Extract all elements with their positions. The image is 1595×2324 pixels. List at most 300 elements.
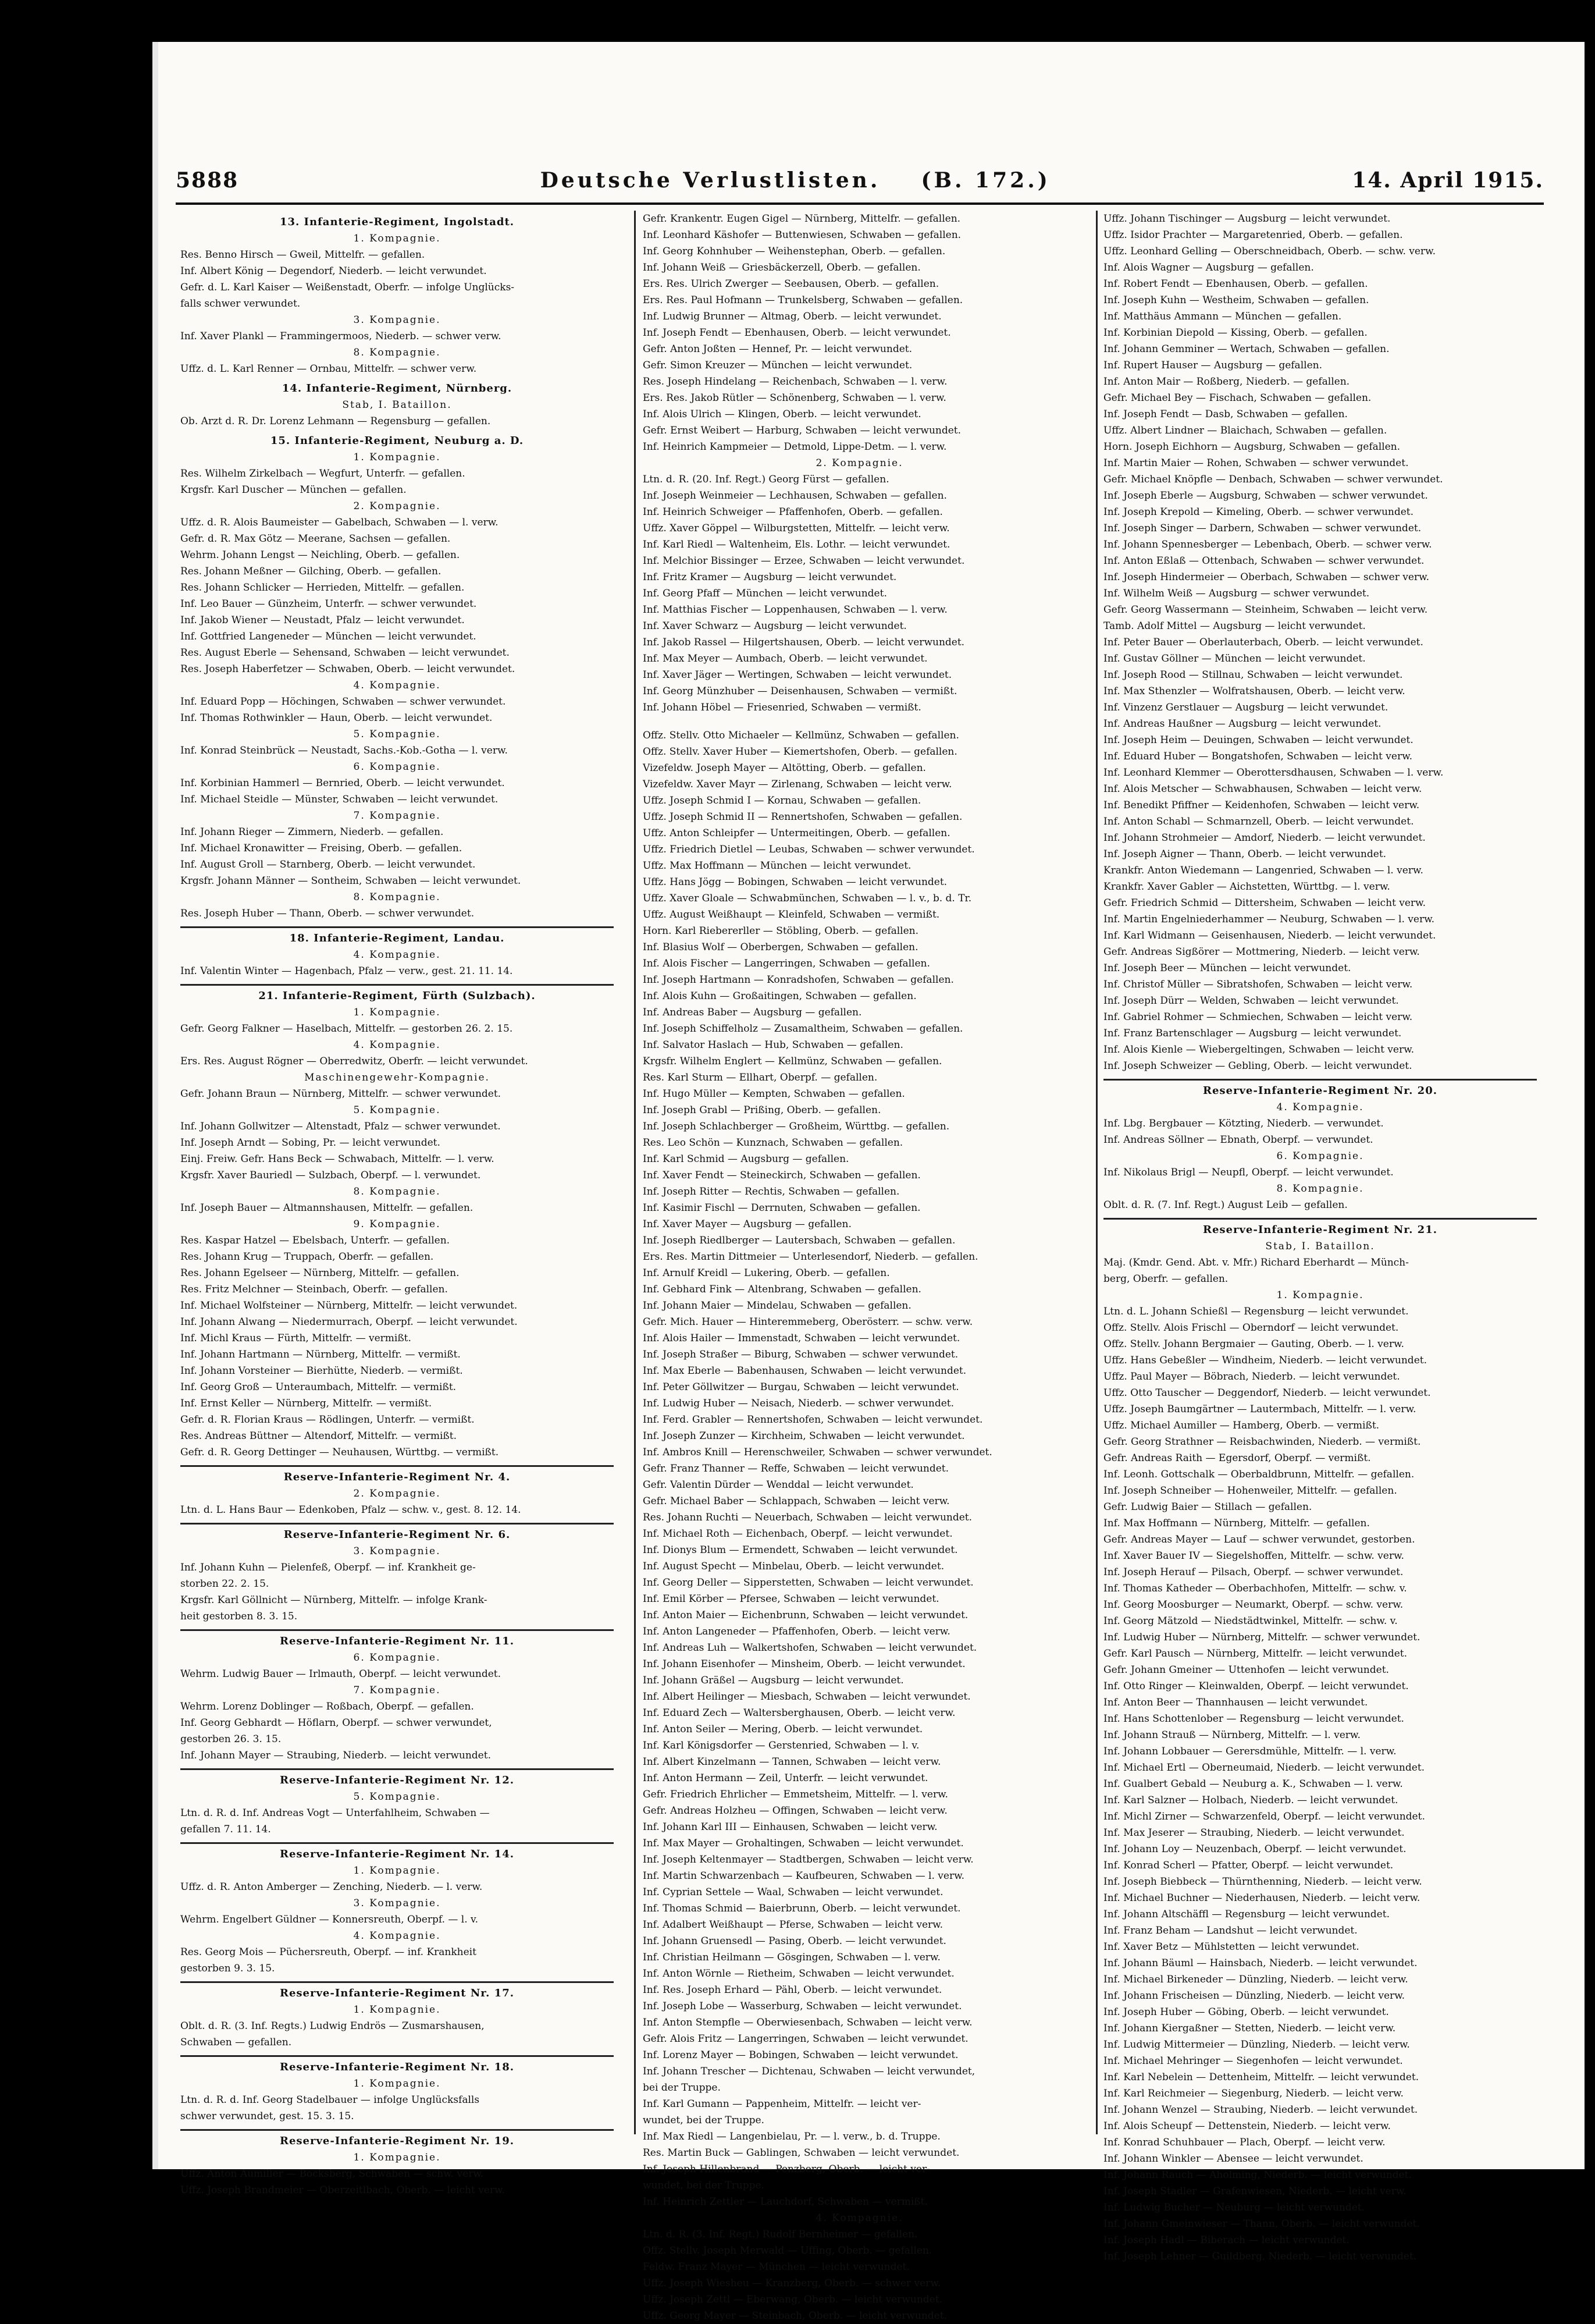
casualty-entry: Inf. Cyprian Settele — Waal, Schwaben — leicht verwundet.	[643, 1886, 944, 1898]
casualty-entry: Inf. Eduard Huber — Bongatshofen, Schwaben — leicht verw.	[1103, 751, 1413, 762]
casualty-entry: Inf. Johann Bäuml — Hainsbach, Niederb. — leicht verwundet.	[1103, 1957, 1418, 1969]
casualty-entry: Wehrm. Engelbert Güldner — Konnersreuth, Oberpf. — l. v.	[180, 1914, 479, 1925]
casualty-entry: Gefr. d. R. Georg Dettinger — Neuhausen, Württbg. — vermißt.	[180, 1447, 499, 1458]
casualty-entry: Gefr. Georg Falkner — Haselbach, Mittelfr. — gestorben 26. 2. 15.	[180, 1023, 513, 1035]
casualty-entry: Res. Joseph Haberfetzer — Schwaben, Oberb. — leicht verwundet.	[180, 663, 515, 675]
casualty-entry: Inf. Johann Kuhn — Pielenfeß, Oberpf. — inf. Krankheit ge-	[180, 1562, 476, 1573]
casualty-entry: Offz. Stellv. Johann Bergmaier — Gauting, Oberb. — l. verw.	[1103, 1338, 1404, 1350]
company-heading: 1. Kompagnie.	[1276, 1289, 1364, 1301]
casualty-entry: Inf. Andreas Baber — Augsburg — gefallen.	[643, 1007, 862, 1018]
casualty-entry: Ltn. d. R. (3. Inf. Regt.) Rudolf Bernheimer — gefallen.	[643, 2229, 918, 2240]
company-heading: Stab, I. Bataillon.	[1265, 1241, 1375, 1252]
casualty-entry: Inf. Gualbert Gebald — Neuburg a. K., Schwaben — l. verw.	[1103, 1778, 1403, 1790]
casualty-entry: Inf. Johann Karl III — Einhausen, Schwaben — leicht verw.	[643, 1821, 938, 1833]
casualty-entry: Res. Karl Sturm — Ellhart, Oberpf. — gefallen.	[643, 1072, 878, 1083]
casualty-entry: Inf. Johann Vorsteiner — Bierhütte, Niederb. — vermißt.	[180, 1365, 463, 1377]
casualty-entry: Inf. Jakob Wiener — Neustadt, Pfalz — leicht verwundet.	[180, 614, 465, 626]
casualty-entry: Inf. Johann Gräßel — Augsburg — leicht verwundet.	[643, 1675, 904, 1686]
casualty-entry: Inf. Gabriel Rohmer — Schmiechen, Schwaben — leicht verw.	[1103, 1011, 1413, 1023]
casualty-entry: Inf. Valentin Winter — Hagenbach, Pfalz — verw., gest. 21. 11. 14.	[180, 965, 513, 977]
casualty-entry: Inf. Gebhard Fink — Altenbrang, Schwaben — gefallen.	[643, 1284, 921, 1295]
casualty-entry: Inf. Johann Lobbauer — Gerersdmühle, Mittelfr. — l. verw.	[1103, 1746, 1397, 1757]
company-heading: 8. Kompagnie.	[1276, 1183, 1364, 1195]
casualty-entry: Inf. Andreas Söllner — Ebnath, Oberpf. — verwundet.	[1103, 1134, 1373, 1146]
casualty-entry: Inf. Joseph Hillenbrand — Penzberg, Oberb. — leicht ver-	[643, 2163, 930, 2175]
casualty-entry: Inf. Adalbert Weißhaupt — Pferse, Schwaben — leicht verw.	[643, 1919, 944, 1931]
casualty-entry: Inf. Johann Gemminer — Wertach, Schwaben — gefallen.	[1103, 343, 1390, 355]
casualty-entry: Inf. Joseph Fendt — Ebenhausen, Oberb. — leicht verwundet.	[643, 327, 951, 339]
casualty-entry: Inf. Joseph Eberle — Augsburg, Schwaben — schwer verwundet.	[1103, 490, 1428, 502]
casualty-entry: Gefr. Ernst Weibert — Harburg, Schwaben — leicht verwundet.	[643, 425, 962, 436]
casualty-entry: Inf. Xaver Schwarz — Augsburg — leicht verwundet.	[643, 620, 907, 632]
casualty-entry: Inf. Matthäus Ammann — München — gefallen.	[1103, 311, 1342, 322]
casualty-entry: Inf. Ludwig Mittermeier — Dünzling, Niederb. — leicht verw.	[1103, 2039, 1410, 2051]
page-header	[176, 164, 1544, 197]
casualty-entry: Inf. Ludwig Huber — Nürnberg, Mittelfr. — schwer verwundet.	[1103, 1632, 1420, 1643]
company-heading: 2. Kompagnie.	[353, 500, 441, 512]
casualty-entry: Inf. Joseph Straßer — Biburg, Schwaben — schwer verwundet.	[643, 1349, 959, 1360]
casualty-entry: Uffz. Johann Tischinger — Augsburg — leicht verwundet.	[1103, 213, 1391, 225]
casualty-entry: Inf. Karl Reichmeier — Siegenburg, Niederb. — leicht verw.	[1103, 2088, 1404, 2099]
casualty-entry: Inf. Franz Beham — Landshut — leicht verwundet.	[1103, 1925, 1358, 1936]
casualty-entry: Inf. Kasimir Fischl — Derrnuten, Schwaben — gefallen.	[643, 1202, 921, 1214]
casualty-entry: Inf. Ludwig Huber — Neisach, Niederb. — schwer verwundet.	[643, 1398, 955, 1409]
casualty-entry: Ltn. d. R. d. Inf. Georg Stadelbauer — infolge Unglücksfalls	[180, 2094, 480, 2106]
company-heading: 8. Kompagnie.	[353, 1186, 441, 1197]
casualty-entry: Inf. Johann Höbel — Friesenried, Schwaben — vermißt.	[643, 702, 921, 713]
casualty-entry: Gefr. Ludwig Baier — Stillach — gefallen.	[1103, 1501, 1312, 1513]
casualty-entry: Inf. Michael Steidle — Münster, Schwaben — leicht verwundet.	[180, 794, 499, 805]
company-heading: 1. Kompagnie.	[353, 1865, 441, 1877]
casualty-entry: Ob. Arzt d. R. Dr. Lorenz Lehmann — Regensburg — gefallen.	[180, 415, 491, 427]
company-heading: 6. Kompagnie.	[353, 1652, 441, 1664]
casualty-entry: Inf. Max Hoffmann — Nürnberg, Mittelfr. — gefallen.	[1103, 1518, 1370, 1529]
casualty-entry: Inf. Joseph Singer — Darbern, Schwaben — schwer verwundet.	[1103, 523, 1422, 534]
casualty-entry: Inf. Korbinian Diepold — Kissing, Oberb. — gefallen.	[1103, 327, 1368, 339]
casualty-entry: Inf. Joseph Aigner — Thann, Oberb. — leicht verwundet.	[1103, 848, 1387, 860]
casualty-entry: Inf. Alois Ulrich — Klingen, Oberb. — leicht verwundet.	[643, 408, 921, 420]
casualty-entry: schwer verwundet, gest. 15. 3. 15.	[180, 2110, 354, 2122]
casualty-entry: Inf. Karl Königsdorfer — Gerstenried, Schwaben — l. v.	[643, 1740, 920, 1751]
casualty-entry: Inf. Max Riedl — Langenbielau, Pr. — l. verw., b. d. Truppe.	[643, 2131, 941, 2142]
casualty-entry: Inf. Georg Pfaff — München — leicht verwundet.	[643, 588, 887, 599]
regiment-heading: 15. Infanterie-Regiment, Neuburg a. D.	[270, 435, 524, 447]
casualty-entry: Ers. Res. Paul Hofmann — Trunkelsberg, Schwaben — gefallen.	[643, 294, 963, 306]
casualty-entry: Inf. Peter Bauer — Oberlauterbach, Oberb. — leicht verwundet.	[1103, 637, 1423, 648]
company-heading: 6. Kompagnie.	[1276, 1150, 1364, 1162]
casualty-entry: Inf. Karl Widmann — Geisenhausen, Niederb. — leicht verwundet.	[1103, 930, 1436, 941]
casualty-entry: Ltn. d. R. (20. Inf. Regt.) Georg Fürst — gefallen.	[643, 474, 889, 485]
casualty-entry: Inf. Alois Metscher — Schwabhausen, Schwaben — leicht verw.	[1103, 783, 1422, 795]
casualty-entry: Uffz. Joseph Brandmeier — Oberzeitlbach, Oberb. — leicht verw.	[180, 2184, 505, 2196]
casualty-entry: Uffz. Anton Schleipfer — Untermeitingen, Oberb. — gefallen.	[643, 827, 950, 839]
casualty-entry: Gefr. Karl Pausch — Nürnberg, Mittelfr. — leicht verwundet.	[1103, 1648, 1408, 1660]
casualty-entry: Krgsfr. Johann Männer — Sontheim, Schwaben — leicht verwundet.	[180, 875, 521, 887]
casualty-entry: Uffz. Xaver Göppel — Wilburgstetten, Mittelfr. — leicht verw.	[643, 523, 950, 534]
casualty-entry: Inf. Joseph Kuhn — Westheim, Schwaben — gefallen.	[1103, 294, 1369, 306]
casualty-entry: Inf. Johann Rieger — Zimmern, Niederb. — gefallen.	[180, 826, 444, 838]
casualty-entry: Res. Johann Krug — Truppach, Oberfr. — gefallen.	[180, 1251, 434, 1263]
casualty-entry: berg, Oberfr. — gefallen.	[1103, 1273, 1229, 1285]
casualty-entry: Inf. Max Mayer — Grohaltingen, Schwaben — leicht verwundet.	[643, 1838, 964, 1849]
casualty-entry: Inf. Joseph Riedlberger — Lautersbach, Schwaben — gefallen.	[643, 1235, 956, 1246]
casualty-entry: Ers. Res. Ulrich Zwerger — Seebausen, Oberb. — gefallen.	[643, 278, 939, 290]
casualty-entry: storben 22. 2. 15.	[180, 1578, 269, 1590]
casualty-entry: Inf. Joseph Ritter — Rechtis, Schwaben — gefallen.	[643, 1186, 900, 1197]
casualty-entry: Wehrm. Lorenz Doblinger — Roßbach, Oberpf. — gefallen.	[180, 1701, 474, 1712]
casualty-entry: Inf. Korbinian Hammerl — Bernried, Oberb. — leicht verwundet.	[180, 777, 505, 789]
company-heading: 5. Kompagnie.	[353, 1791, 441, 1803]
casualty-entry: Inf. Joseph Schlachberger — Großheim, Württbg. — gefallen.	[643, 1121, 950, 1132]
casualty-entry: Inf. Michael Buchner — Niederhausen, Niederb. — leicht verw.	[1103, 1892, 1420, 1904]
casualty-entry: Inf. Lbg. Bergbauer — Kötzting, Niederb. — verwundet.	[1103, 1118, 1384, 1129]
casualty-entry: Inf. Alois Kuhn — Großaitingen, Schwaben — gefallen.	[643, 990, 917, 1002]
casualty-entry: wundet, bei der Truppe.	[643, 2115, 764, 2126]
casualty-entry: Inf. Joseph Stadler — Grafenwiesen, Niederb. — leicht verw.	[1103, 2186, 1407, 2197]
casualty-entry: Inf. Peter Göllwitzer — Burgau, Schwaben — leicht verwundet.	[643, 1381, 959, 1393]
casualty-entry: Gefr. Friedrich Ehrlicher — Emmetsheim, Mittelfr. — l. verw.	[643, 1789, 948, 1800]
casualty-entry: Inf. Xaver Mayer — Augsburg — gefallen.	[643, 1218, 852, 1230]
casualty-entry: Schwaben — gefallen.	[180, 2037, 292, 2048]
casualty-entry: Gefr. Andreas Mayer — Lauf — schwer verwundet, gestorben.	[1103, 1534, 1415, 1545]
casualty-entry: Inf. Georg Groß — Unteraumbach, Mittelfr. — vermißt.	[180, 1381, 457, 1393]
casualty-entry: Inf. Joseph Herauf — Pilsach, Oberpf. — schwer verwundet.	[1103, 1566, 1404, 1578]
casualty-entry: Horn. Karl Riebererller — Stöbling, Oberb. — gefallen.	[643, 925, 919, 937]
regiment-heading: Reserve-Infanterie-Regiment Nr. 21.	[1103, 1218, 1537, 1238]
casualty-entry: Inf. Leo Bauer — Günzheim, Unterfr. — schwer verwundet.	[180, 598, 477, 610]
casualty-entry: Inf. Leonh. Gottschalk — Oberbaldbrunn, Mittelfr. — gefallen.	[1103, 1469, 1415, 1480]
company-heading: 2. Kompagnie.	[353, 1488, 441, 1499]
casualty-entry: Inf. Johann Winkler — Abensee — leicht verwundet.	[1103, 2153, 1363, 2165]
casualty-entry: Inf. Georg Kohnhuber — Weihenstephan, Oberb. — gefallen.	[643, 246, 946, 257]
casualty-entry: Inf. Anton Langeneder — Pfaffenhofen, Oberb. — leicht verw.	[643, 1626, 950, 1637]
company-heading: 1. Kompagnie.	[353, 2152, 441, 2163]
casualty-entry: wundet, bei der Truppe.	[643, 2180, 764, 2191]
casualty-entry: Uffz. Paul Mayer — Böbrach, Niederb. — leicht verwundet.	[1103, 1371, 1400, 1383]
casualty-entry: Inf. Johann Frischeisen — Dünzling, Niederb. — leicht verw.	[1103, 1990, 1405, 2002]
casualty-entry: Inf. Johann Strohmeier — Amdorf, Niederb. — leicht verwundet.	[1103, 832, 1426, 844]
casualty-entry: Inf. Joseph Heim — Deuingen, Schwaben — leicht verwundet.	[1103, 734, 1414, 746]
casualty-entry: Inf. Michael Ertl — Oberneumaid, Niederb. — leicht verwundet.	[1103, 1762, 1425, 1774]
casualty-entry: Inf. Albert Heilinger — Miesbach, Schwaben — leicht verwundet.	[643, 1691, 971, 1703]
casualty-entry: Inf. Andreas Luh — Walkertshofen, Schwaben — leicht verwundet.	[643, 1642, 977, 1654]
casualty-entry: Offz. Stellv. Alois Frischl — Oberndorf — leicht verwundet.	[1103, 1322, 1399, 1334]
casualty-entry: Inf. Heinrich Schweiger — Pfaffenhofen, Oberb. — gefallen.	[643, 506, 943, 518]
casualty-entry: Inf. Xaver Jäger — Wertingen, Schwaben — leicht verwundet.	[643, 669, 952, 681]
casualty-entry: Inf. Arnulf Kreidl — Lukering, Oberb. — gefallen.	[643, 1267, 890, 1279]
casualty-entry: Inf. Anton Hermann — Zeil, Unterfr. — leicht verwundet.	[643, 1772, 928, 1784]
casualty-entry: Res. Martin Buck — Gablingen, Schwaben — leicht verwundet.	[643, 2147, 960, 2159]
casualty-entry: Inf. Otto Ringer — Kleinwalden, Oberpf. — leicht verwundet.	[1103, 1680, 1409, 1692]
casualty-entry: Res. Joseph Huber — Thann, Oberb. — schwer verwundet.	[180, 908, 475, 919]
casualty-entry: Inf. Anton Wörnle — Rietheim, Schwaben — leicht verwundet.	[643, 1968, 955, 1980]
casualty-entry: Inf. Johann Altschäffl — Regensburg — leicht verwundet.	[1103, 1909, 1390, 1920]
casualty-entry: Inf. Michael Wolfsteiner — Nürnberg, Mittelfr. — leicht verwundet.	[180, 1300, 518, 1312]
casualty-entry: Inf. Eduard Zech — Waltersberghausen, Oberb. — leicht verw.	[643, 1707, 956, 1719]
regiment-heading: Reserve-Infanterie-Regiment Nr. 18.	[180, 2055, 614, 2076]
casualty-entry: Uffz. Hans Jögg — Bobingen, Schwaben — leicht verwundet.	[643, 876, 948, 888]
casualty-entry: Inf. Leonhard Käshofer — Buttenwiesen, Schwaben — gefallen.	[643, 229, 962, 241]
casualty-entry: Uffz. Xaver Gloale — Schwabmünchen, Schwaben — l. v., b. d. Tr.	[643, 893, 972, 904]
casualty-entry: Inf. Hans Schottenlober — Regensburg — leicht verwundet.	[1103, 1713, 1404, 1725]
casualty-entry: Inf. Johann Gmeinwieser — Thann, Oberb. — leicht verwundet.	[1103, 2218, 1420, 2230]
casualty-entry: Inf. Lorenz Mayer — Bobingen, Schwaben — leicht verwundet.	[643, 2049, 959, 2061]
casualty-entry: Oblt. d. R. (7. Inf. Regt.) August Leib — gefallen.	[1103, 1199, 1348, 1211]
casualty-entry: Gefr. Michael Bey — Fischach, Schwaben — gefallen.	[1103, 392, 1372, 404]
casualty-entry: Inf. Karl Salzner — Holbach, Niederb. — leicht verwundet.	[1103, 1794, 1398, 1806]
casualty-entry: Inf. Matthias Fischer — Loppenhausen, Schwaben — l. verw.	[643, 604, 948, 616]
header-rule	[176, 202, 1544, 205]
casualty-entry: Uffz. Friedrich Dietlel — Leubas, Schwaben — schwer verwundet.	[643, 844, 975, 855]
casualty-entry: Uffz. Joseph Wiesheu — Kranzberg, Oberb. — schwer verw.	[643, 2277, 941, 2289]
casualty-entry: Inf. Johann Rauch — Aholming, Niederb. — leicht verwundet.	[1103, 2169, 1412, 2181]
company-heading: 1. Kompagnie.	[353, 452, 441, 463]
casualty-entry: Inf. Johann Weiß — Griesbäckerzell, Oberb. — gefallen.	[643, 262, 921, 273]
casualty-entry: Krgsfr. Karl Duscher — München — gefallen.	[180, 484, 407, 496]
casualty-entry: Inf. Johann Kiergaßner — Stetten, Niederb. — leicht verw.	[1103, 2023, 1396, 2034]
regiment-heading: 14. Infanterie-Regiment, Nürnberg.	[282, 382, 512, 395]
casualty-entry: Inf. Joseph Biebbeck — Thürnthenning, Niederb. — leicht verw.	[1103, 1876, 1422, 1888]
casualty-entry: Inf. Joseph Beer — München — leicht verwundet.	[1103, 962, 1351, 974]
casualty-entry: Inf. Vinzenz Gerstlauer — Augsburg — leicht verwundet.	[1103, 702, 1388, 713]
casualty-entry: Inf. Alois Hailer — Immenstadt, Schwaben — leicht verwundet.	[643, 1332, 960, 1344]
company-heading: 8. Kompagnie.	[353, 347, 441, 358]
casualty-entry: Inf. Anton Maier — Eichenbrunn, Schwaben — leicht verwundet.	[643, 1609, 969, 1621]
casualty-entry: Inf. Karl Schmid — Augsburg — gefallen.	[643, 1153, 849, 1165]
casualty-entry: Inf. Johann Mayer — Straubing, Niederb. — leicht verwundet.	[180, 1750, 491, 1761]
casualty-entry: Inf. Joseph Bauer — Altmannshausen, Mittelfr. — gefallen.	[180, 1202, 473, 1214]
casualty-entry: Inf. Max Meyer — Aumbach, Oberb. — leicht verwundet.	[643, 653, 928, 664]
casualty-entry: Uffz. Hans Gebeßler — Windheim, Niederb. — leicht verwundet.	[1103, 1355, 1427, 1366]
casualty-entry: Inf. Leonhard Klemmer — Oberottersdhausen, Schwaben — l. verw.	[1103, 767, 1444, 779]
casualty-entry: Gefr. Andreas Holzheu — Offingen, Schwaben — leicht verw.	[643, 1805, 948, 1817]
casualty-entry: Uffz. d. R. Alois Baumeister — Gabelbach, Schwaben — l. verw.	[180, 517, 499, 528]
casualty-entry: Inf. Gustav Göllner — München — leicht verwundet.	[1103, 653, 1366, 664]
casualty-entry: Inf. Res. Joseph Erhard — Pähl, Oberb. — leicht verwundet.	[643, 1984, 942, 1996]
casualty-entry: Res. Joseph Hindelang — Reichenbach, Schwaben — l. verw.	[643, 376, 948, 388]
casualty-entry: Ltn. d. L. Johann Schießl — Regensburg — leicht verwundet.	[1103, 1306, 1409, 1317]
casualty-entry: Inf. Alois Scheupf — Dettenstein, Niederb. — leicht verw.	[1103, 2120, 1391, 2132]
casualty-entry: Inf. Blasius Wolf — Oberbergen, Schwaben — gefallen.	[643, 941, 918, 953]
issue-date: 14. April 1915.	[1352, 168, 1544, 193]
casualty-entry: Inf. August Specht — Minbelau, Oberb. — leicht verwundet.	[643, 1561, 945, 1572]
casualty-entry: Inf. Johann Wenzel — Straubing, Niederb. — leicht verwundet.	[1103, 2104, 1418, 2116]
casualty-entry: Inf. Martin Maier — Rohen, Schwaben — schwer verwundet.	[1103, 457, 1409, 469]
casualty-entry: Inf. Joseph Arndt — Sobing, Pr. — leicht verwundet.	[180, 1137, 440, 1149]
company-heading: 9. Kompagnie.	[353, 1218, 441, 1230]
casualty-entry: Inf. Konrad Schuhbauer — Plach, Oberpf. — leicht verw.	[1103, 2137, 1386, 2148]
casualty-entry: Res. Leo Schön — Kunznach, Schwaben — gefallen.	[643, 1137, 903, 1149]
casualty-entry: Inf. Emil Körber — Pfersee, Schwaben — leicht verwundet.	[643, 1593, 939, 1605]
casualty-entry: Inf. Joseph Lobe — Wasserburg, Schwaben — leicht verwundet.	[643, 2000, 962, 2012]
casualty-entry: Inf. Joseph Grabl — Prißing, Oberb. — gefallen.	[643, 1104, 881, 1116]
casualty-entry: Inf. Karl Gumann — Pappenheim, Mittelfr. — leicht ver-	[643, 2098, 921, 2110]
casualty-entry: Inf. Joseph Hartmann — Konradshofen, Schwaben — gefallen.	[643, 974, 954, 986]
company-heading: 1. Kompagnie.	[353, 2078, 441, 2090]
casualty-entry: Inf. Ludwig Brunner — Altmag, Oberb. — leicht verwundet.	[643, 311, 942, 322]
casualty-entry: Inf. Alois Fischer — Langerringen, Schwaben — gefallen.	[643, 958, 930, 969]
casualty-entry: Tamb. Adolf Mittel — Augsburg — leicht verwundet.	[1103, 620, 1366, 632]
casualty-entry: Res. Fritz Melchner — Steinbach, Oberfr. — gefallen.	[180, 1284, 448, 1295]
casualty-entry: Gefr. Johann Gmeiner — Uttenhofen — leicht verwundet.	[1103, 1664, 1389, 1676]
company-heading: 4. Kompagnie.	[353, 1930, 441, 1942]
casualty-entry: Inf. Xaver Bauer IV — Siegelshoffen, Mittelfr. — schw. verw.	[1103, 1550, 1404, 1562]
casualty-entry: Uffz. Georg Mayer — Steinbach, Oberb. — leicht verwundet.	[643, 2310, 947, 2322]
casualty-entry: Krgsfr. Xaver Bauriedl — Sulzbach, Oberpf. — l. verwundet.	[180, 1170, 481, 1181]
casualty-entry: Inf. Anton Eßlaß — Ottenbach, Schwaben — schwer verwundet.	[1103, 555, 1425, 567]
company-heading: 4. Kompagnie.	[816, 2212, 903, 2224]
casualty-entry: Inf. Johann Eisenhofer — Minsheim, Oberb. — leicht verwundet.	[643, 1658, 966, 1670]
casualty-entry: Inf. Andreas Haußner — Augsburg — leicht verwundet.	[1103, 718, 1382, 730]
casualty-entry: Ers. Res. August Rögner — Oberredwitz, Oberfr. — leicht verwundet.	[180, 1056, 528, 1067]
casualty-entry: Inf. Wilhelm Weiß — Augsburg — schwer verwundet.	[1103, 588, 1370, 599]
casualty-entry: Vizefeldw. Xaver Mayr — Zirlenang, Schwaben — leicht verw.	[643, 779, 952, 790]
casualty-entry: Gefr. Krankentr. Eugen Gigel — Nürnberg, Mittelfr. — gefallen.	[643, 213, 961, 225]
casualty-entry: Inf. Anton Schabl — Schmarnzell, Oberb. — leicht verwundet.	[1103, 816, 1414, 827]
casualty-entry: Inf. Johann Strauß — Nürnberg, Mittelfr. — l. verw.	[1103, 1729, 1361, 1741]
casualty-entry: Gefr. Georg Strathner — Reisbachwinden, Niederb. — vermißt.	[1103, 1436, 1421, 1448]
casualty-entry: Uffz. d. L. Karl Renner — Ornbau, Mittelfr. — schwer verw.	[180, 363, 477, 375]
casualty-entry: Inf. Michael Roth — Eichenbach, Oberpf. — leicht verwundet.	[643, 1528, 953, 1540]
casualty-entry: Oblt. d. R. (3. Inf. Regts.) Ludwig Endrös — Zusmarshausen,	[180, 2020, 485, 2032]
casualty-entry: gestorben 26. 3. 15.	[180, 1733, 282, 1745]
casualty-entry: Inf. Xaver Fendt — Steineckirch, Schwaben — gefallen.	[643, 1170, 921, 1181]
company-heading: 4. Kompagnie.	[353, 1039, 441, 1051]
casualty-entry: Inf. Joseph Schweizer — Gebling, Oberb. — leicht verwundet.	[1103, 1060, 1412, 1072]
casualty-entry: Gefr. Andreas Raith — Egersdorf, Oberpf. — vermißt.	[1103, 1452, 1371, 1464]
casualty-entry: Inf. Alois Kienle — Wiebergeltingen, Schwaben — leicht verw.	[1103, 1044, 1415, 1056]
casualty-entry: Gefr. Franz Thanner — Reffe, Schwaben — leicht verwundet.	[643, 1463, 949, 1474]
casualty-entry: Uffz. Isidor Prachter — Margaretenried, Oberb. — gefallen.	[1103, 229, 1403, 241]
casualty-entry: Inf. Karl Riedl — Waltenheim, Els. Lothr. — leicht verwundet.	[643, 539, 950, 550]
casualty-entry: Inf. Joseph Huber — Göbing, Oberb. — leicht verwundet.	[1103, 2006, 1389, 2018]
casualty-entry: gefallen 7. 11. 14.	[180, 1824, 271, 1835]
casualty-entry: Ltn. d. L. Hans Baur — Edenkoben, Pfalz — schw. v., gest. 8. 12. 14.	[180, 1504, 521, 1516]
casualty-entry: Res. August Eberle — Sehensand, Schwaben — leicht verwundet.	[180, 647, 510, 659]
newspaper-page	[152, 42, 1585, 2322]
casualty-entry: Gefr. d. R. Max Götz — Meerane, Sachsen — gefallen.	[180, 533, 451, 545]
column-divider	[634, 211, 636, 2134]
casualty-entry: Uffz. Max Hoffmann — München — leicht verwundet.	[643, 860, 912, 872]
company-heading: 7. Kompagnie.	[353, 810, 441, 822]
casualty-entry: Gefr. Mich. Hauer — Hinteremmeberg, Oberösterr. — schw. verw.	[643, 1316, 973, 1328]
casualty-entry: Krankfr. Xaver Gabler — Aichstetten, Württbg. — l. verw.	[1103, 881, 1390, 893]
casualty-entry: Inf. Thomas Katheder — Oberbachhofen, Mittelfr. — schw. v.	[1103, 1583, 1407, 1594]
casualty-entry: Inf. Xaver Plankl — Frammingermoos, Niederb. — schwer verw.	[180, 331, 501, 342]
title-text: Deutsche Verlustlisten.	[540, 168, 881, 193]
casualty-entry: Gefr. Johann Braun — Nürnberg, Mittelfr. — schwer verwundet.	[180, 1088, 501, 1100]
casualty-entry: Inf. Michl Zirner — Schwarzenfeld, Oberpf. — leicht verwundet.	[1103, 1811, 1425, 1822]
casualty-entry: Inf. Joseph Hadl — Biberach — leicht verwundet.	[1103, 2234, 1350, 2246]
casualty-entry: Inf. Ambros Knill — Herenschweiler, Schwaben — schwer verwundet.	[643, 1447, 992, 1458]
casualty-entry: Inf. Johann Hartmann — Nürnberg, Mittelfr. — vermißt.	[180, 1349, 461, 1360]
casualty-entry: Inf. Franz Bartenschlager — Augsburg — leicht verwundet.	[1103, 1028, 1402, 1039]
casualty-entry: Inf. Christian Heilmann — Gösgingen, Schwaben — l. verw.	[643, 1952, 941, 1963]
casualty-entry: Inf. Benedikt Pfiffner — Keidenhofen, Schwaben — leicht verw.	[1103, 799, 1420, 811]
page-number: 5888	[176, 168, 239, 193]
casualty-entry: Gefr. Georg Wassermann — Steinheim, Schwaben — leicht verw.	[1103, 604, 1428, 616]
casualty-entry: Gefr. Michael Knöpfle — Denbach, Schwaben — schwer verwundet.	[1103, 474, 1443, 485]
company-heading: 3. Kompagnie.	[353, 314, 441, 326]
casualty-entry: Res. Andreas Büttner — Altendorf, Mittelfr. — vermißt.	[180, 1430, 457, 1442]
casualty-entry: Inf. Rupert Hauser — Augsburg — gefallen.	[1103, 360, 1322, 371]
casualty-entry: Inf. Fritz Kramer — Augsburg — leicht verwundet.	[643, 571, 897, 583]
company-heading: 6. Kompagnie.	[353, 761, 441, 773]
casualty-entry: Uffz. Joseph Schmid I — Kornau, Schwaben — gefallen.	[643, 795, 921, 806]
casualty-entry: Inf. Anton Beer — Thannhausen — leicht verwundet.	[1103, 1697, 1368, 1708]
casualty-entry: Inf. Xaver Betz — Mühlstetten — leicht verwundet.	[1103, 1941, 1359, 1953]
company-heading: 5. Kompagnie.	[353, 729, 441, 740]
casualty-entry: Gefr. d. R. Florian Kraus — Rödlingen, Unterfr. — vermißt.	[180, 1414, 475, 1426]
casualty-entry: Inf. Salvator Haslach — Hub, Schwaben — gefallen.	[643, 1039, 903, 1051]
casualty-entry: Res. Benno Hirsch — Gweil, Mittelfr. — gefallen.	[180, 249, 425, 261]
casualty-entry: Inf. Joseph Rood — Stillnau, Schwaben — leicht verwundet.	[1103, 669, 1403, 681]
casualty-entry: gestorben 9. 3. 15.	[180, 1963, 275, 1974]
company-heading: 8. Kompagnie.	[353, 891, 441, 903]
regiment-heading: Reserve-Infanterie-Regiment Nr. 11.	[180, 1629, 614, 1650]
casualty-entry: Uffz. Anton Aumiller — Bocksberg, Schwaben — schw. verw.	[180, 2168, 484, 2180]
casualty-entry: Inf. Joseph Weinmeier — Lechhausen, Schwaben — gefallen.	[643, 490, 947, 502]
casualty-entry: Inf. Max Jeserer — Straubing, Niederb. — leicht verwundet.	[1103, 1827, 1405, 1839]
casualty-entry: Inf. Albert König — Degendorf, Niederb. — leicht verwundet.	[180, 265, 487, 277]
casualty-entry: Inf. Eduard Popp — Höchingen, Schwaben — schwer verwundet.	[180, 696, 506, 708]
casualty-entry: Inf. Jakob Rassel — Hilgertshausen, Oberb. — leicht verwundet.	[643, 637, 965, 648]
casualty-entry: Gefr. Anton Joßten — Hennef, Pr. — leicht verwundet.	[643, 343, 913, 355]
casualty-entry: Uffz. Albert Lindner — Blaichach, Schwaben — gefallen.	[1103, 425, 1387, 436]
casualty-entry: Einj. Freiw. Gefr. Hans Beck — Schwabach, Mittelfr. — l. verw.	[180, 1153, 494, 1165]
casualty-entry: Ers. Res. Martin Dittmeier — Unterlesendorf, Niederb. — gefallen.	[643, 1251, 978, 1263]
casualty-entry: Vizefeldw. Joseph Mayer — Altötting, Oberb. — gefallen.	[643, 762, 926, 774]
casualty-entry: Inf. Georg Gebhardt — Höflarn, Oberpf. — schwer verwundet,	[180, 1717, 492, 1729]
casualty-entry: Inf. Gottfried Langeneder — München — leicht verwundet.	[180, 631, 476, 642]
casualty-entry: Inf. Joseph Schiffelholz — Zusamaltheim, Schwaben — gefallen.	[643, 1023, 963, 1035]
regiment-heading: Reserve-Infanterie-Regiment Nr. 17.	[180, 1981, 614, 2002]
casualty-entry: Inf. Konrad Steinbrück — Neustadt, Sachs.-Kob.-Gotha — l. verw.	[180, 745, 508, 756]
company-heading: 7. Kompagnie.	[353, 1685, 441, 1696]
regiment-heading: 13. Infanterie-Regiment, Ingolstadt.	[279, 216, 515, 228]
casualty-entry: Inf. Karl Nebelein — Dettenheim, Mittelfr. — leicht verwundet.	[1103, 2071, 1419, 2083]
casualty-entry: Inf. Johann Gollwitzer — Altenstadt, Pfalz — schwer verwundet.	[180, 1121, 501, 1132]
casualty-entry: Inf. Thomas Schmid — Baierbrunn, Oberb. — leicht verwundet.	[643, 1903, 961, 1914]
casualty-entry: Res. Johann Ruchti — Neuerbach, Schwaben — leicht verwundet.	[643, 1512, 973, 1523]
casualty-entry: Inf. Max Sthenzler — Wolfratshausen, Oberb. — leicht verw.	[1103, 685, 1405, 697]
casualty-entry: Horn. Joseph Eichhorn — Augsburg, Schwaben — gefallen.	[1103, 441, 1401, 453]
company-heading: 3. Kompagnie.	[353, 1545, 441, 1557]
company-heading: 4. Kompagnie.	[353, 949, 441, 961]
casualty-entry: Ers. Res. Jakob Rütler — Schönenberg, Schwaben — l. verw.	[643, 392, 946, 404]
casualty-entry: falls schwer verwundet.	[180, 298, 301, 310]
casualty-entry: Inf. Heinrich Kampmeier — Detmold, Lippe-Detm. — l. verw.	[643, 441, 947, 453]
company-heading: Stab, I. Bataillon.	[342, 399, 452, 411]
casualty-entry: Inf. Joseph Lehner — Guildberg, Niederb. — leicht verwundet.	[1103, 2251, 1417, 2262]
casualty-entry: Res. Johann Schlicker — Herrieden, Mittelfr. — gefallen.	[180, 582, 465, 594]
publication-title	[540, 168, 1051, 193]
casualty-entry: heit gestorben 8. 3. 15.	[180, 1611, 298, 1622]
regiment-heading: Reserve-Infanterie-Regiment Nr. 20.	[1103, 1079, 1537, 1099]
casualty-entry: Inf. Albert Kinzelmann — Tannen, Schwaben — leicht verw.	[643, 1756, 941, 1768]
company-heading: 3. Kompagnie.	[353, 1897, 441, 1909]
casualty-entry: Uffz. Otto Tauscher — Deggendorf, Niederb. — leicht verwundet.	[1103, 1387, 1431, 1399]
casualty-entry: Offz. Stellv. Otto Michaeler — Kellmünz, Schwaben — gefallen.	[643, 730, 959, 741]
casualty-entry: Maj. (Kmdr. Gend. Abt. v. Mfr.) Richard Eberhardt — Münch-	[1103, 1257, 1409, 1268]
casualty-entry: Inf. Georg Münzhuber — Deisenhausen, Schwaben — vermißt.	[643, 685, 957, 697]
casualty-entry: Inf. Johann Alwang — Niedermurrach, Oberpf. — leicht verwundet.	[180, 1316, 518, 1328]
casualty-entry: Inf. Max Eberle — Babenhausen, Schwaben — leicht verwundet.	[643, 1365, 967, 1377]
casualty-entry: Uffz. Joseph Schmid II — Rennertshofen, Schwaben — gefallen.	[643, 811, 963, 823]
casualty-entry: Inf. Dionys Blum — Ermendett, Schwaben — leicht verwundet.	[643, 1544, 958, 1556]
casualty-entry: Gefr. Michael Baber — Schlappach, Schwaben — leicht verw.	[643, 1495, 950, 1507]
casualty-entry: Inf. Melchior Bissinger — Erzee, Schwaben — leicht verwundet.	[643, 555, 965, 567]
